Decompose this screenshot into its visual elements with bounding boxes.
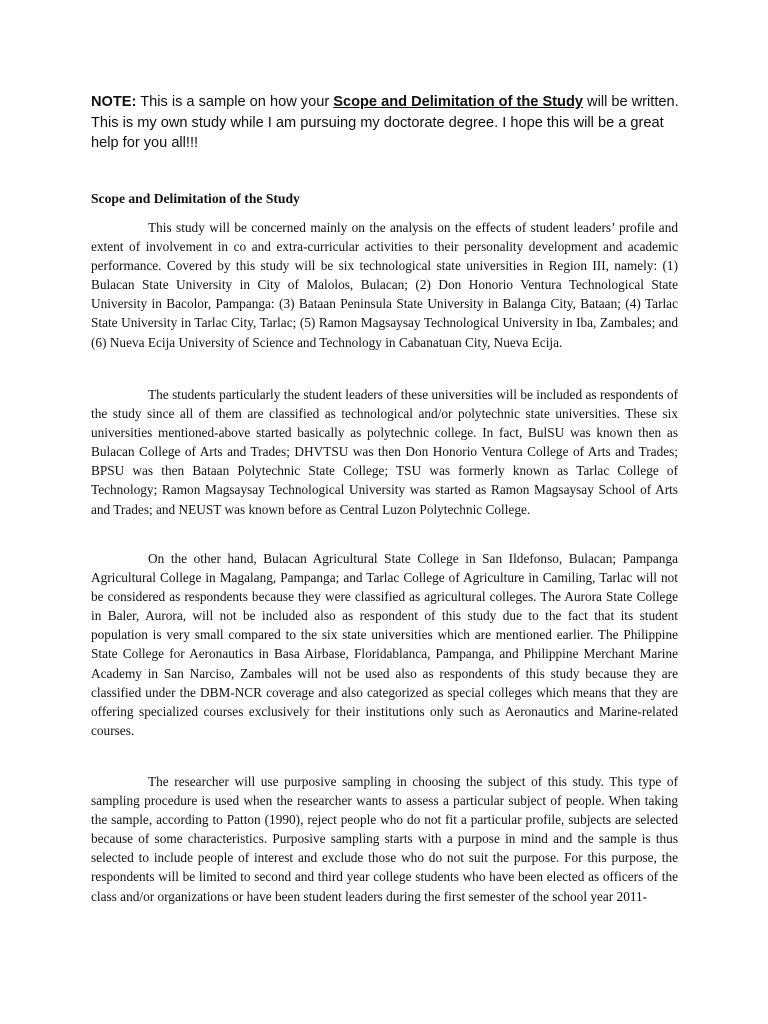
body-paragraph: The researcher will use purposive sampling in choosing the subject of this study. This type of sampling procedure is used when the researcher wants to assess a particular subject of people. When taking the sample, according to Patton (1990), reject people who do not fit a particular profile, subjects are selected because of some characteristics. Purposive sampling starts with a purpose in mind and the sample is thus selected to include people of interest and exclude those who do not suit the purpose. For this purpose, the respondents will be limited to second and third year college students who have been elected as officers of the class and/or organizations or have been student leaders during the first semester of the school year 2011- — [91, 774, 678, 904]
body-paragraph: This study will be concerned mainly on the analysis on the effects of student leaders’ profile and extent of involvement in co and extra-curricular activities to their personality development and academic performance. Covered by this study will be six technological state universities in Region III, namely: (1) Bulacan State University in City of Malolos, Bulacan; (2) Don Honorio Ventura Technological State University in Bacolor, Pampanga: (3) Bataan Peninsula State University in Balanga City, Bataan; (4) Tarlac State University in Tarlac City, Tarlac; (5) Ramon Magsaysay Technological University in Iba, Zambales; and (6) Nueva Ecija University of Science and Technology in Cabanatuan City, Nueva Ecija. — [91, 220, 678, 350]
note-topic-link[interactable]: Scope and Delimitation of the Study — [333, 94, 583, 110]
body-paragraph: On the other hand, Bulacan Agricultural State College in San Ildefonso, Bulacan; Pampanga Agricultural College in Magalang, Pampanga; and Tarlac College of Agriculture in Camiling, Tarlac will not be considered as respondents because they were classified as agricultural colleges. The Aurora State College in Baler, Aurora, will not be included also as respondent of this study due to the fact that its student population is very small compared to the six state universities which are mentioned earlier. The Philippine State College for Aeronautics in Basa Airbase, Floridablanca, Pampanga, and Philippine Merchant Marine Academy in San Narciso, Zambales will not be used also as respondents of this study because they are classified under the DBM-NCR coverage and also categorized as special colleges which means that they are offering specialized courses exclusively for their institutions only such as Aeronautics and Marine-related courses. — [91, 551, 678, 738]
note-text-after: will be written. This is my own study while I am pursuing my doctorate degree. I hope this will be a great help for you all!!! — [91, 94, 679, 151]
section-heading: Scope and Delimitation of the Study — [91, 191, 300, 206]
note-label: NOTE: — [91, 94, 137, 110]
note-paragraph — [91, 92, 679, 154]
note-text-before: This is a sample on how your — [136, 94, 334, 110]
body-paragraph: The students particularly the student leaders of these universities will be included as respondents of the study since all of them are classified as technological and/or polytechnic state universities. These six universities mentioned-above started basically as polytechnic college. In fact, BulSU was known then as Bulacan College of Arts and Trades; DHVTSU was then Don Honorio Ventura College of Arts and Trades; BPSU was then Bataan Polytechnic State College; TSU was formerly known as Tarlac College of Technology; Ramon Magsaysay Technological University was started as Ramon Magsaysay School of Arts and Trades; and NEUST was known before as Central Luzon Polytechnic College. — [91, 387, 678, 517]
